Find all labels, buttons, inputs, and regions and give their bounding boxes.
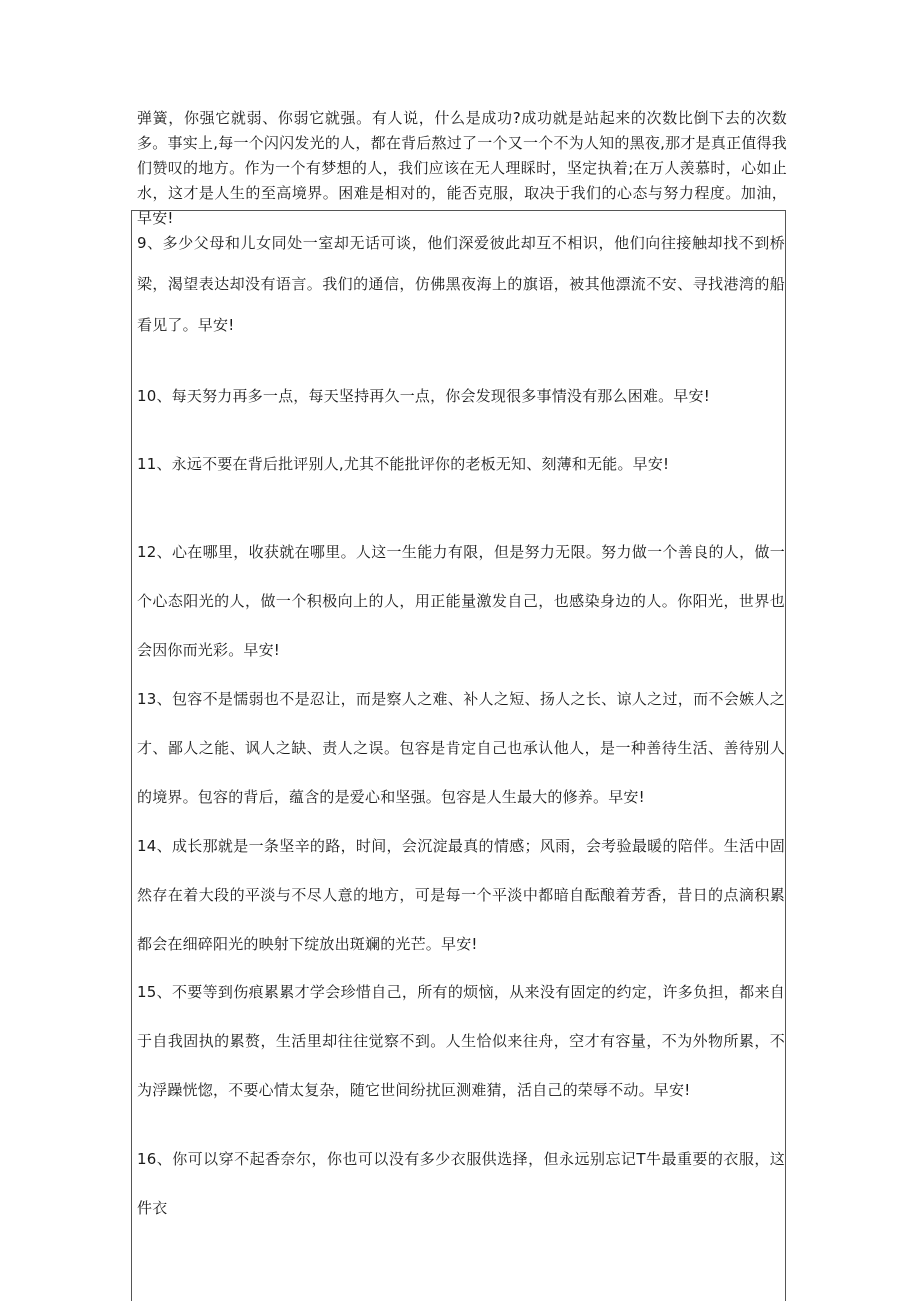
paragraph-10: 10、每天努力再多一点，每天坚持再久一点，你会发现很多事情没有那么困难。早安! — [137, 387, 710, 405]
paragraph-13: 13、包容不是懦弱也不是忍让，而是察人之难、补人之短、扬人之长、谅人之过，而不会嫉人之才、鄙人之能、讽人之缺、责人之误。包容是肯定自己也承认他人，是一种善待生活、善待别人的境界。包容的背后，蕴含的是爱心和坚强。包容是人生最大的修养。早安! — [137, 690, 785, 806]
paragraph-12: 12、心在哪里，收获就在哪里。人这一生能力有限，但是努力无限。努力做一个善良的人，做一个心态阳光的人，做一个积极向上的人，用正能量激发自己，也感染身边的人。你阳光，世界也会因你而光彩。早安! — [137, 543, 785, 659]
paragraph-11: 11、永远不要在背后批评别人,尤其不能批评你的老板无知、刻薄和无能。早安! — [137, 455, 670, 473]
paragraph-16: 16、你可以穿不起香奈尔，你也可以没有多少衣服供选择，但永远别忘记T牛最重要的衣服，这件衣 — [137, 1150, 785, 1217]
intro-paragraph: 弹簧，你强它就弱、你弱它就强。有人说，什么是成功?成功就是站起来的次数比倒下去的次数多。事实上,每一个闪闪发光的人，都在背后熬过了一个又一个不为人知的黑夜,那才是真正值得我们赞叹的地方。作为一个有梦想的人，我们应该在无人理睬时，坚定执着;在万人羡慕时，心如止水，这才是人生的至高境界。困难是相对的，能否克服，取决于我们的心态与努力程度。加油，早安! — [137, 109, 787, 227]
paragraph-9: 9、多少父母和儿女同处一室却无话可谈，他们深爱彼此却互不相识，他们向往接触却找不到桥梁，渴望表达却没有语言。我们的通信，仿佛黑夜海上的旗语，被其他漂流不安、寻找港湾的船看见了。早安! — [137, 234, 785, 334]
paragraph-14: 14、成长那就是一条坚辛的路，时间，会沉淀最真的情感；风雨，会考验最暖的陪伴。生活中固然存在着大段的平淡与不尽人意的地方，可是每一个平淡中都暗自酝酿着芳香，昔日的点滴积累都会在细碎阳光的映射下绽放出斑斓的光芒。早安! — [137, 837, 785, 953]
paragraph-15: 15、不要等到伤痕累累才学会珍惜自己，所有的烦恼，从来没有固定的约定，许多负担，都来自于自我固执的累赘，生活里却往往觉察不到。人生恰似来往舟，空才有容量，不为外物所累，不为浮躁恍惚，不要心情太复杂，随它世间纷扰叵测难猜，活自己的荣辱不动。早安! — [137, 983, 785, 1099]
